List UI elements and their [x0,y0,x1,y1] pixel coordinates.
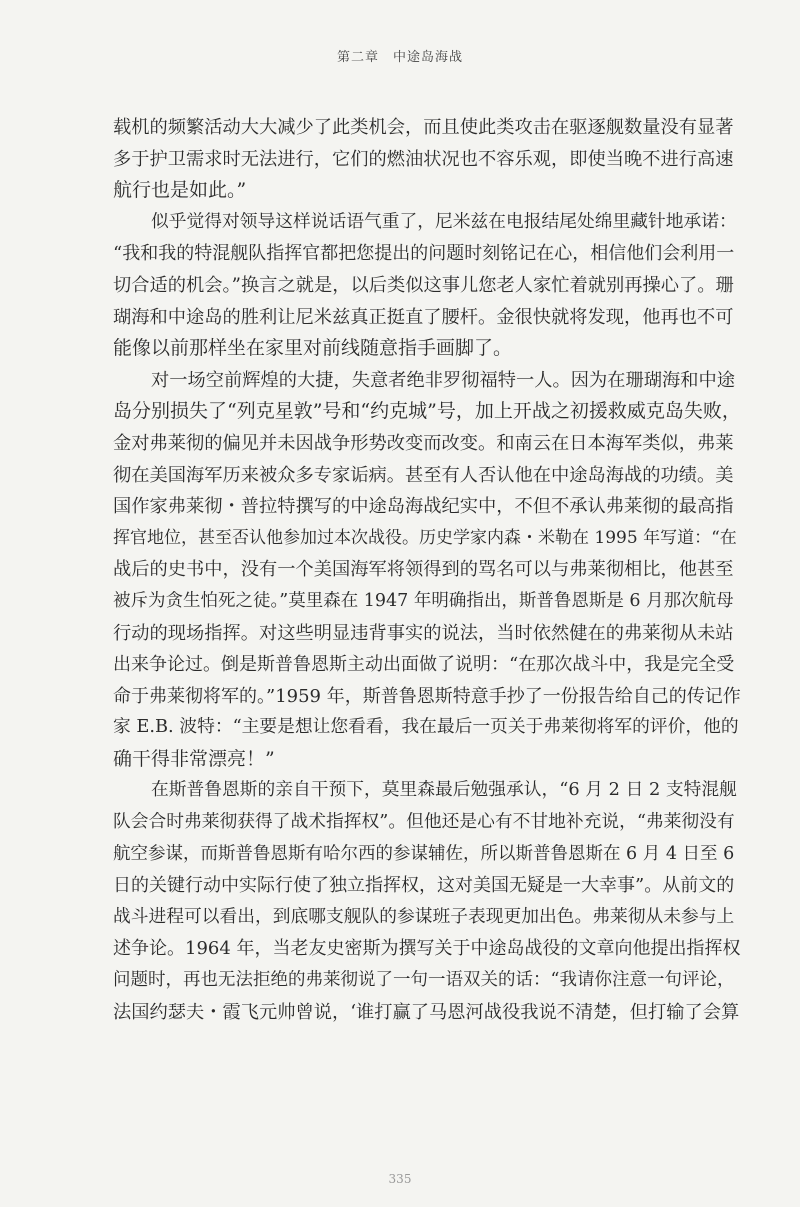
text-line: 在斯普鲁恩斯的亲自干预下，莫里森最后勉强承认，“6 月 2 日 2 支特混舰 [151,780,737,801]
text-line: 多于护卫需求时无法进行，它们的燃油状况也不容乐观，即使当晚不进行高速 [113,148,734,170]
text-line: 瑚海和中途岛的胜利让尼米兹真正挺直了腰杆。金很快就将发现，他再也不可 [113,306,734,328]
text-line: 挥官地位，甚至否认他参加过本次战役。历史学家内森・米勒在 1995 年写道：“在 [113,527,737,548]
text-line: 岛分别损失了“列克星敦”号和“约克城”号，加上开战之初援救威克岛失败， [113,400,741,423]
text-line: 似乎觉得对领导这样说话语气重了，尼米兹在电报结尾处绵里藏针地承诺： [151,211,737,232]
paragraph [113,775,741,1028]
running-header: 第二章 中途岛海战 [336,50,463,65]
text-line: 战斗进程可以看出，到底哪支舰队的参谋班子表现更加出色。弗莱彻从未参与上 [113,906,735,927]
text-line: 日的关键行动中实际行使了独立指挥权，这对美国无疑是一大幸事”。从前文的 [113,875,735,897]
text-line: 能像以前那样坐在家里对前线随意指手画脚了。 [113,337,513,360]
text-line: 命于弗莱彻将军的。”1959 年，斯普鲁恩斯特意手抄了一份报告给自己的传记作 [113,685,741,707]
paragraph [113,365,741,776]
body-text [113,112,741,1028]
text-line: 问题时，再也无法拒绝的弗莱彻说了一句一语双关的话：“我请你注意一句评论， [113,970,735,991]
text-line: 述争论。1964 年，当老友史密斯为撰写关于中途岛战役的文章向他提出指挥权 [113,938,741,960]
text-line: 航空参谋，而斯普鲁恩斯有哈尔西的参谋辅佐，所以斯普鲁恩斯在 6 月 4 日至 6 [113,843,735,864]
text-line: 金对弗莱彻的偏见并未因战争形势改变而改变。和南云在日本海军类似，弗莱 [113,432,734,454]
text-line: 切合适的机会。”换言之就是，以后类似这事儿您老人家忙着就别再操心了。珊 [113,274,734,296]
text-line: 对一场空前辉煌的大捷，失意者绝非罗彻福特一人。因为在珊瑚海和中途 [151,369,735,391]
text-line: 航行也是如此。” [113,179,247,202]
text-line: “我和我的特混舰队指挥官都把您提出的问题时刻铭记在心，相信他们会利用一 [113,243,735,265]
text-line: 法国约瑟夫・霞飞元帅曾说，‘谁打赢了马恩河战役我说不清楚，但打输了会算 [113,1001,740,1023]
text-line: 被斥为贪生怕死之徒。”莫里森在 1947 年明确指出，斯普鲁恩斯是 6 月那次航母 [113,590,734,611]
text-line: 出来争论过。倒是斯普鲁恩斯主动出面做了说明：“在那次战斗中，我是完全受 [113,654,735,676]
text-line: 行动的现场指挥。对这些明显违背事实的说法，当时依然健在的弗莱彻从未站 [113,622,734,644]
text-line: 彻在美国海军历来被众多专家诟病。甚至有人否认他在中途岛海战的功绩。美 [113,464,734,486]
text-line: 确干得非常漂亮！” [113,747,275,770]
text-line: 战后的史书中，没有一个美国海军将领得到的骂名可以与弗莱彻相比，他甚至 [113,559,734,581]
text-line: 载机的频繁活动大大减少了此类机会，而且使此类攻击在驱逐舰数量没有显著 [113,117,734,138]
text-line: 国作家弗莱彻・普拉特撰写的中途岛海战纪实中，不但不承认弗莱彻的最高指 [113,496,734,518]
paragraph [113,207,741,365]
paragraph [113,112,741,207]
text-line: 队会合时弗莱彻获得了战术指挥权”。但他还是心有不甘地补充说，“弗莱彻没有 [113,812,735,833]
page-number: 335 [388,1172,412,1186]
text-line: 家 E.B. 波特：“主要是想让您看看，我在最后一页关于弗莱彻将军的评价，他的 [113,717,739,738]
